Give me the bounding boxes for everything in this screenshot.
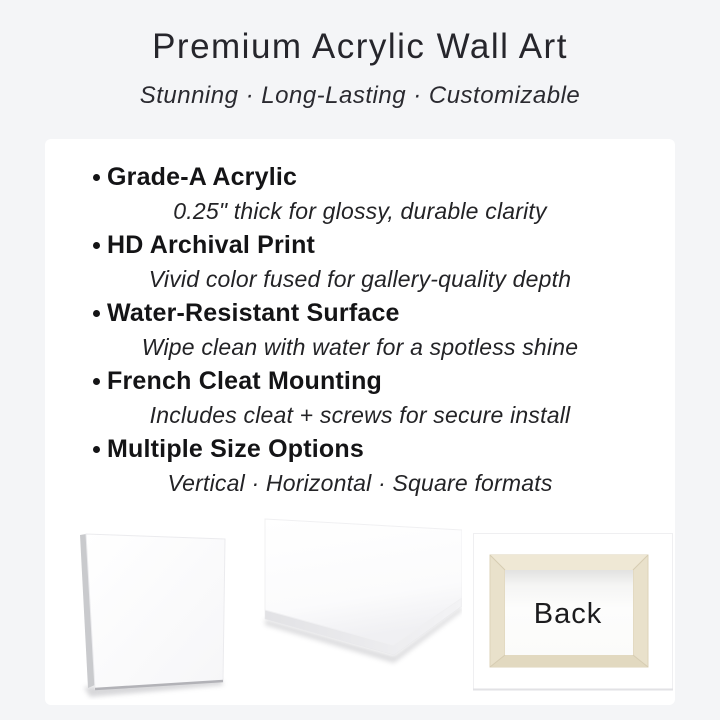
bullet-icon	[93, 446, 100, 453]
back-label: Back	[533, 598, 603, 630]
page-title: Premium Acrylic Wall Art	[152, 27, 568, 66]
panel-back-image	[473, 533, 673, 691]
bullet-icon	[93, 378, 100, 385]
bullet-icon	[93, 310, 100, 317]
feature-heading: Grade-A Acrylic	[107, 163, 298, 191]
feature-description: Wipe clean with water for a spotless shine	[141, 334, 579, 360]
feature-item	[45, 364, 675, 432]
feature-description: Vivid color fused for gallery-quality depth	[148, 266, 572, 292]
feature-description: Includes cleat + screws for secure install	[149, 402, 571, 428]
cleat-frame-bottom-bar	[490, 655, 648, 667]
feature-item	[45, 160, 675, 228]
bullet-icon	[93, 174, 100, 181]
feature-heading: HD Archival Print	[107, 231, 316, 259]
features-card	[45, 139, 675, 705]
feature-heading: Water-Resistant Surface	[107, 299, 400, 327]
panel-corner-graphic	[250, 500, 462, 668]
panel-back-graphic	[473, 533, 673, 691]
feature-item	[45, 296, 675, 364]
product-gallery	[45, 500, 675, 705]
feature-description: 0.25" thick for glossy, durable clarity	[173, 198, 547, 224]
panel-corner-image	[250, 500, 462, 668]
feature-item	[45, 432, 675, 500]
feature-list	[45, 139, 675, 500]
panel-front-graphic	[70, 515, 240, 700]
feature-heading: French Cleat Mounting	[107, 367, 383, 395]
panel-front-image	[70, 515, 240, 700]
bullet-icon	[93, 242, 100, 249]
header	[0, 0, 720, 110]
feature-item	[45, 228, 675, 296]
cleat-frame-top-bar	[490, 555, 648, 570]
page-subtitle: Stunning · Long-Lasting · Customizable	[139, 82, 581, 109]
feature-heading: Multiple Size Options	[107, 435, 364, 463]
feature-description: Vertical · Horizontal · Square formats	[167, 470, 553, 496]
panel-face	[86, 534, 225, 689]
